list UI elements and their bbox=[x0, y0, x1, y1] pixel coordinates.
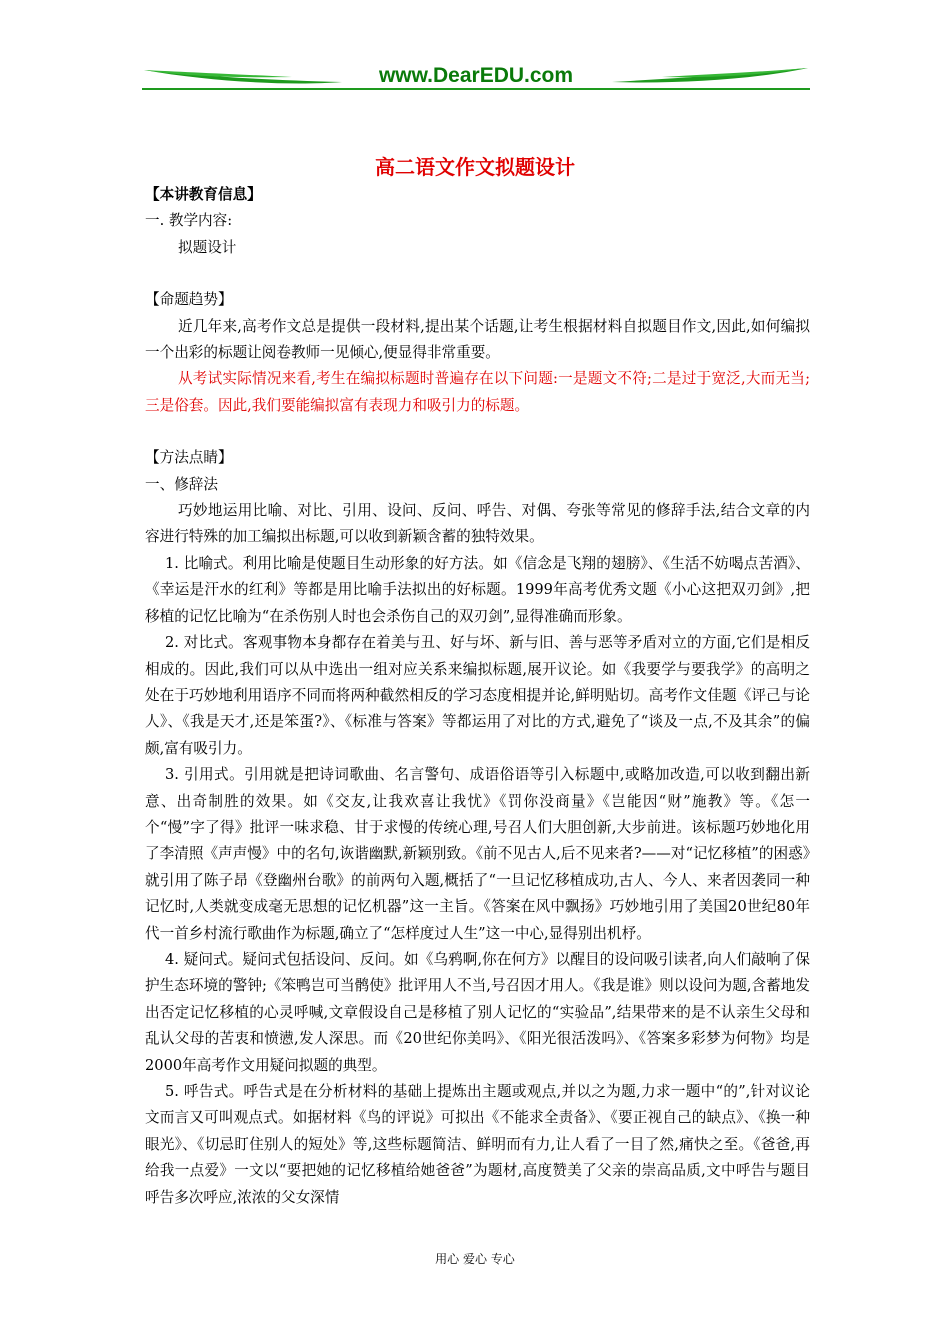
method-item-quotation: 3. 引用式。引用就是把诗词歌曲、名言警句、成语俗语等引入标题中,或略加改造,可以收到翻出新意、出奇制胜的效果。如《交友,让我欢喜让我忧》《罚你没商量》《岂能因“财”施教》等。《怎一个“慢”字了得》批评一味求稳、甘于求慢的传统心理,号召人们大胆创新,大步前进。该标题巧妙地化用了李清照《声声慢》中的名句,诙谐幽默,新颖别致。《前不见古人,后不见来者?——对“记忆移植”的困惑》就引用了陈子昂《登幽州台歌》的前两句入题,概括了“一旦记忆移植成功,古人、今人、来者因袭同一种记忆时,人类就变成毫无思想的记忆机器”这一主旨。《答案在风中飘扬》巧妙地引用了美国20世纪80年代一首乡村流行歌曲作为标题,确立了“怎样度过人生”这一中心,显得别出机杼。 bbox=[145, 766, 810, 942]
method-item-exclamation: 5. 呼告式。呼告式是在分析材料的基础上提炼出主题或观点,并以之为题,力求一题中“的”,针对议论文而言又可叫观点式。如据材料《鸟的评说》可拟出《不能求全责备》、《要正视自己的缺点》、《换一种眼光》、《切忌盯住别人的短处》等,这些标题简洁、鲜明而有力,让人看了一目了然,痛快之至。《爸爸,再给我一点爱》一文以“要把她的记忆移植给她爸爸”为题材,高度赞美了父亲的崇高品质,文中呼告与题目呼告多次呼应,浓浓的父女深情 bbox=[145, 1083, 810, 1206]
page-title: 高二语文作文拟题设计 bbox=[375, 155, 575, 179]
site-header bbox=[142, 58, 810, 102]
document-body bbox=[145, 182, 810, 1211]
site-logo-text: www.DearEDU.com bbox=[378, 64, 574, 87]
method-item-question: 4. 疑问式。疑问式包括设问、反问。如《乌鸦啊,你在何方》以醒目的设问吸引读者,向人们敲响了保护生态环境的警钟;《笨鸭岂可当鹘使》批评用人不当,号召因才用人。《我是谁》则以设问为题,含蓄地发出否定记忆移植的心灵呼喊,文章假设自己是移植了别人记忆的“实验品”,结果带来的是不认亲生父母和乱认父母的苦衷和愤懑,发人深思。而《20世纪你美吗》、《阳光很活泼吗》、《答案多彩梦为何物》均是2000年高考作文用疑问拟题的典型。 bbox=[145, 950, 810, 1074]
spacer bbox=[145, 419, 810, 445]
page-footer: 用心 爱心 专心 bbox=[435, 1252, 515, 1266]
spacer bbox=[145, 261, 810, 287]
section-heading-info: 【本讲教育信息】 bbox=[145, 186, 262, 203]
trend-paragraph-2: 从考试实际情况来看,考生在编拟标题时普遍存在以下问题:一是题文不符;二是过于宽泛,大而无当;三是俗套。因此,我们要能编拟富有表现力和吸引力的标题。 bbox=[145, 370, 810, 414]
method-item-metaphor: 1. 比喻式。利用比喻是使题目生动形象的好方法。如《信念是飞翔的翅膀》、《生活不妨喝点苦酒》、《幸运是汗水的红利》等都是用比喻手法拟出的好标题。1999年高考优秀文题《小心这把双刃剑》,把移植的记忆比喻为“在杀伤别人时也会杀伤自己的双刃剑”,显得准确而形象。 bbox=[145, 554, 810, 625]
content-label: 一. 教学内容: bbox=[145, 212, 233, 230]
method-intro: 巧妙地运用比喻、对比、引用、设问、反问、呼告、对偶、夸张等常见的修辞手法,结合文章的内容进行特殊的加工编拟出标题,可以收到新颖含蓄的独特效果。 bbox=[145, 502, 810, 546]
method-subheading: 一、修辞法 bbox=[145, 475, 218, 493]
section-heading-method: 【方法点睛】 bbox=[145, 449, 233, 467]
section-heading-trend: 【命题趋势】 bbox=[145, 291, 233, 309]
trend-paragraph-1: 近几年来,高考作文总是提供一段材料,提出某个话题,让考生根据材料自拟题目作文,因此,如何编拟一个出彩的标题让阅卷教师一见倾心,便显得非常重要。 bbox=[145, 317, 810, 362]
content-value: 拟题设计 bbox=[178, 238, 237, 256]
method-item-contrast: 2. 对比式。客观事物本身都存在着美与丑、好与坏、新与旧、善与恶等矛盾对立的方面,它们是相反相成的。因此,我们可以从中选出一组对应关系来编拟标题,展开议论。如《我要学与要我学》的高明之处在于巧妙地利用语序不同而将两种截然相反的学习态度相提并论,鲜明贴切。高考作文佳题《评己与论人》、《我是天才,还是笨蛋?》、《标准与答案》等都运用了对比的方式,避免了“谈及一点,不及其余”的偏颇,富有吸引力。 bbox=[145, 634, 810, 757]
